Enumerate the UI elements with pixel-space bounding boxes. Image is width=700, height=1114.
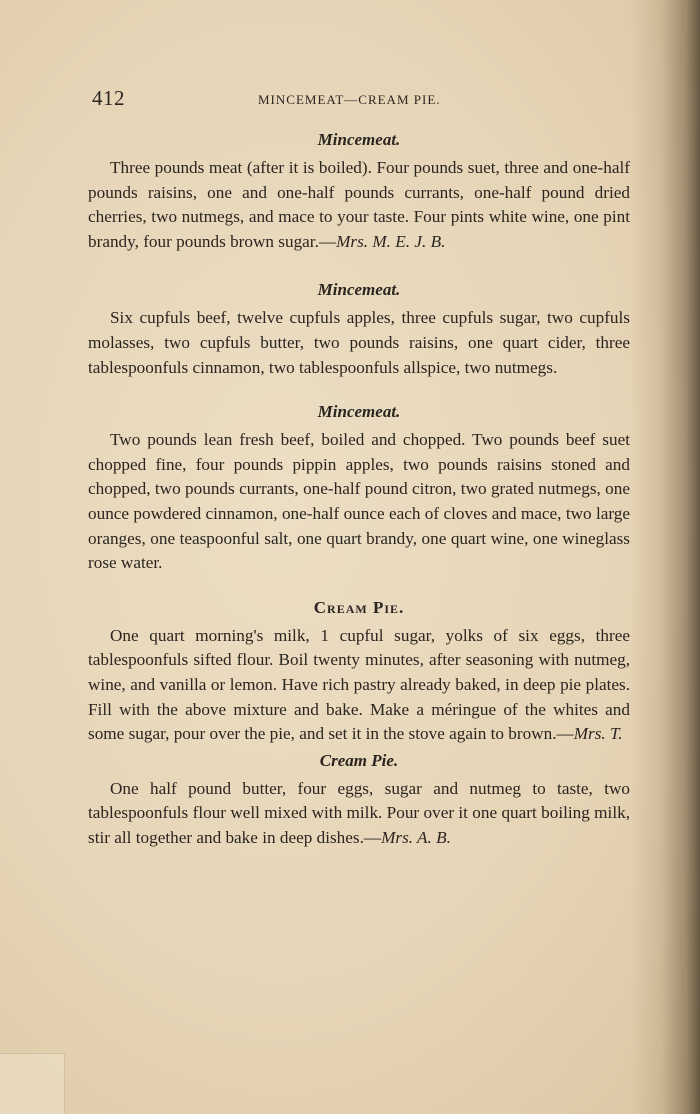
recipe-body [88, 428, 630, 576]
recipe-mincemeat-1 [88, 128, 630, 254]
recipe-author: Mrs. T. [573, 724, 623, 744]
recipe-author: Mrs. A. B. [381, 827, 451, 847]
recipe-body [88, 624, 630, 747]
recipe-mincemeat-3 [88, 400, 630, 576]
recipe-body [88, 306, 630, 380]
recipe-title: Cream Pie. [319, 750, 399, 770]
recipe-cream-pie-2 [88, 749, 630, 851]
recipe-body [88, 156, 630, 254]
page-header [92, 86, 628, 114]
recipe-cream-pie-1 [88, 596, 630, 747]
page-number: 412 [92, 86, 125, 110]
recipe-title: Mincemeat. [317, 402, 401, 422]
recipe-text: One half pound butter, four eggs, sugar and nutmeg to taste, two tablespoonfuls flour well mixed with milk. Pour over it one quart boiling milk, stir all together and bake in deep dishes.— [88, 778, 630, 847]
recipe-author: Mrs. M. E. J. B. [336, 231, 446, 251]
recipe-title: Cream Pie. [313, 597, 405, 617]
recipe-text: Two pounds lean fresh beef, boiled and chopped. Two pounds beef suet chopped fine, four pounds pippin apples, two pounds raisins stoned and chopped, two pounds currants, one-half pound citron, two grated nutmegs, one ounce powdered cinnamon, one-half ounce each of cloves and mace, two large oranges, one teaspoonful salt, one quart brandy, one quart wine, one wineglass rose water. [88, 430, 630, 573]
page-content [88, 128, 630, 850]
recipe-title: Mincemeat. [317, 280, 401, 300]
running-head: MINCEMEAT—CREAM PIE. [258, 92, 441, 107]
page-spine-shadow [630, 0, 700, 1114]
recipe-mincemeat-2 [88, 278, 630, 380]
recipe-title: Mincemeat. [317, 130, 401, 149]
page-corner [0, 1053, 65, 1114]
recipe-text: Six cupfuls beef, twelve cupfuls apples, three cupfuls sugar, two cupfuls molasses, two cupfuls butter, two pounds raisins, one quart cider, three tablespoonfuls cinnamon, two tablespoonfuls allspice, two nutmegs. [88, 308, 630, 377]
recipe-body [88, 777, 630, 851]
recipe-text: One quart morning's milk, 1 cupful sugar, yolks of six eggs, three tablespoonfuls sifted flour. Boil twenty minutes, after seasoning with nutmeg, wine, and vanilla or lemon. Have rich pastry already baked, in deep pie plates. Fill with the above mixture and bake. Make a méringue of the whites and some sugar, pour over the pie, and set it in the stove again to brown.— [88, 625, 630, 744]
recipe-text: Three pounds meat (after it is boiled). Four pounds suet, three and one-half pounds raisins, one and one-half pounds currants, one-half pound dried cherries, two nutmegs, and mace to your taste. Four pints white wine, one pint brandy, four pounds brown sugar.— [88, 158, 630, 251]
